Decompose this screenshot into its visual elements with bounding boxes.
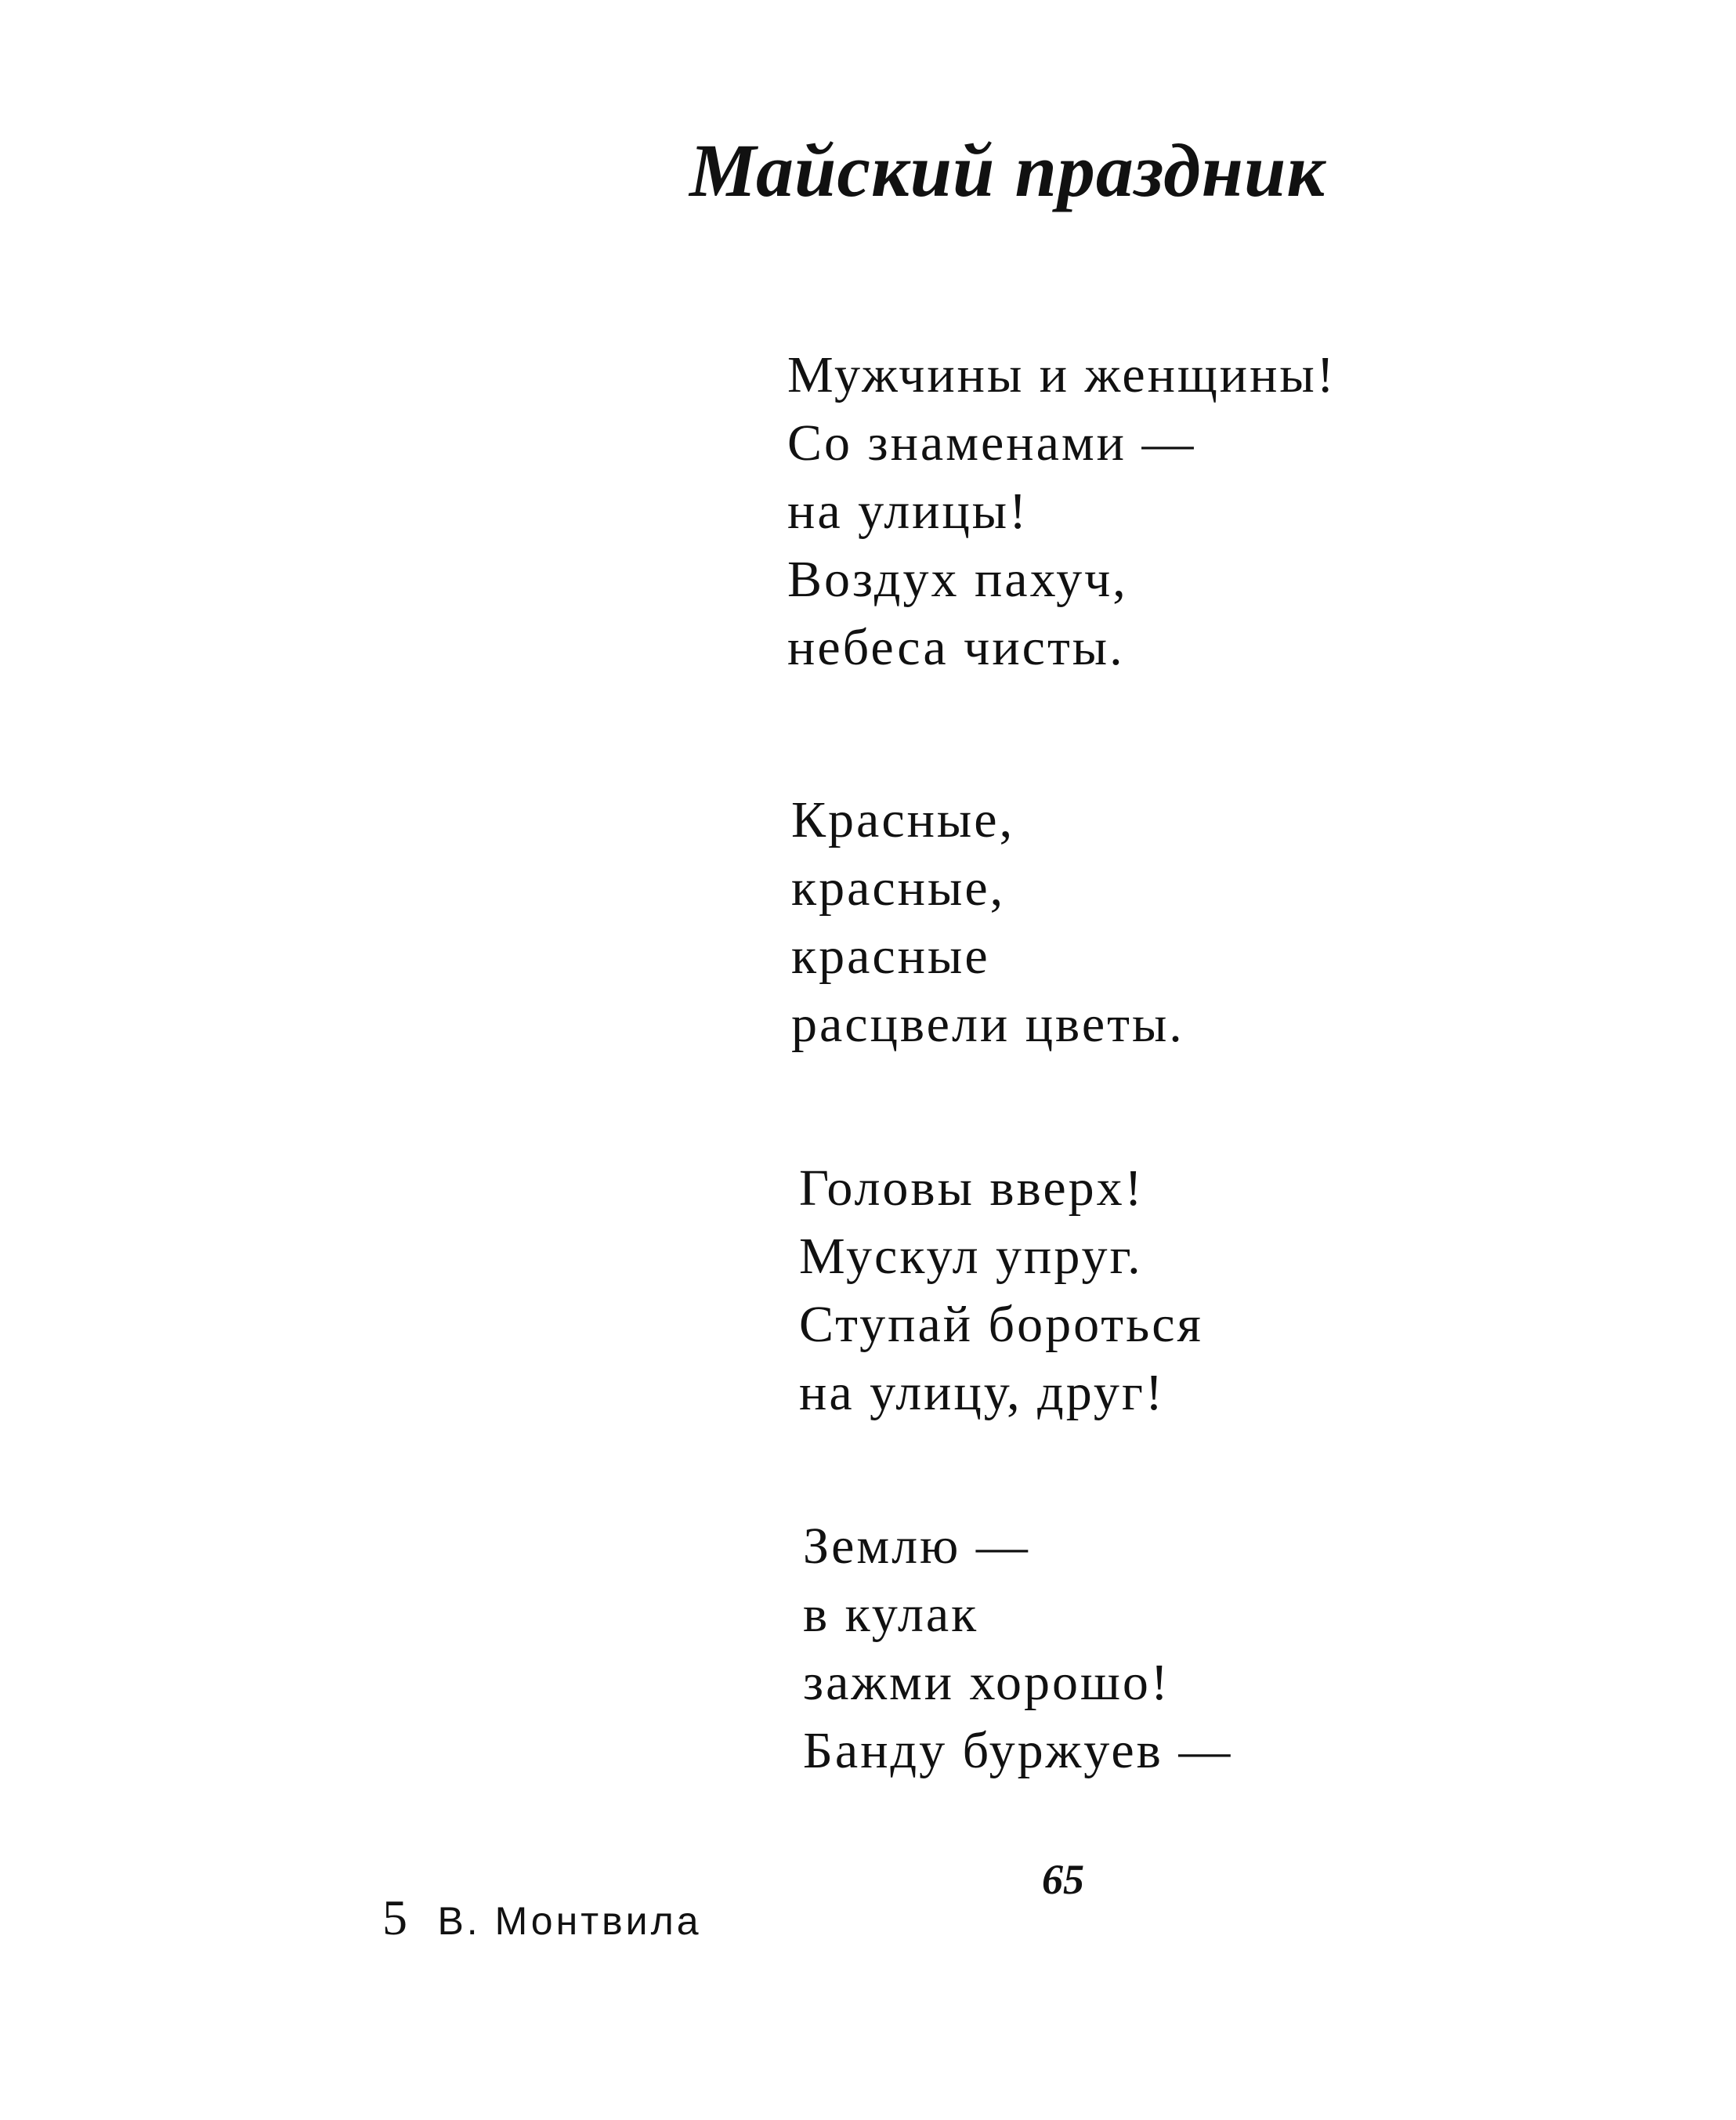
poem-line: Мужчины и женщины!: [787, 346, 1336, 403]
poem-line: Со знаменами —: [787, 414, 1196, 472]
stanza-1: [787, 341, 1336, 682]
stanza-2: [791, 786, 1184, 1058]
page-number: 65: [1042, 1856, 1084, 1903]
signature-text: В. Монтвила: [437, 1899, 702, 1943]
poem-line: Банду буржуев —: [803, 1722, 1233, 1779]
poem-line: расцвели цветы.: [791, 996, 1184, 1053]
poem-line: Воздух пахуч,: [787, 551, 1128, 608]
poem-line: на улицу, друг!: [799, 1364, 1165, 1421]
poem-line: красные: [791, 928, 990, 985]
poem-line: в кулак: [803, 1586, 979, 1643]
poem-line: на улицы!: [787, 483, 1029, 540]
poem-line: небеса чисты.: [787, 619, 1125, 676]
poem-line: красные,: [791, 859, 1006, 917]
signature-number: 5: [382, 1890, 407, 1945]
poem-title: Майский праздник: [689, 128, 1326, 212]
stanza-4: [803, 1512, 1232, 1785]
poem-line: Красные,: [791, 791, 1015, 848]
poem-line: Землю —: [803, 1518, 1030, 1575]
poem-line: Головы вверх!: [799, 1159, 1145, 1217]
poem-line: Мускул упруг.: [799, 1228, 1143, 1285]
poem-line: Ступай бороться: [799, 1296, 1203, 1353]
poem-line: зажми хорошо!: [803, 1654, 1170, 1711]
stanza-3: [799, 1154, 1203, 1427]
printer-signature: [382, 1890, 702, 1945]
